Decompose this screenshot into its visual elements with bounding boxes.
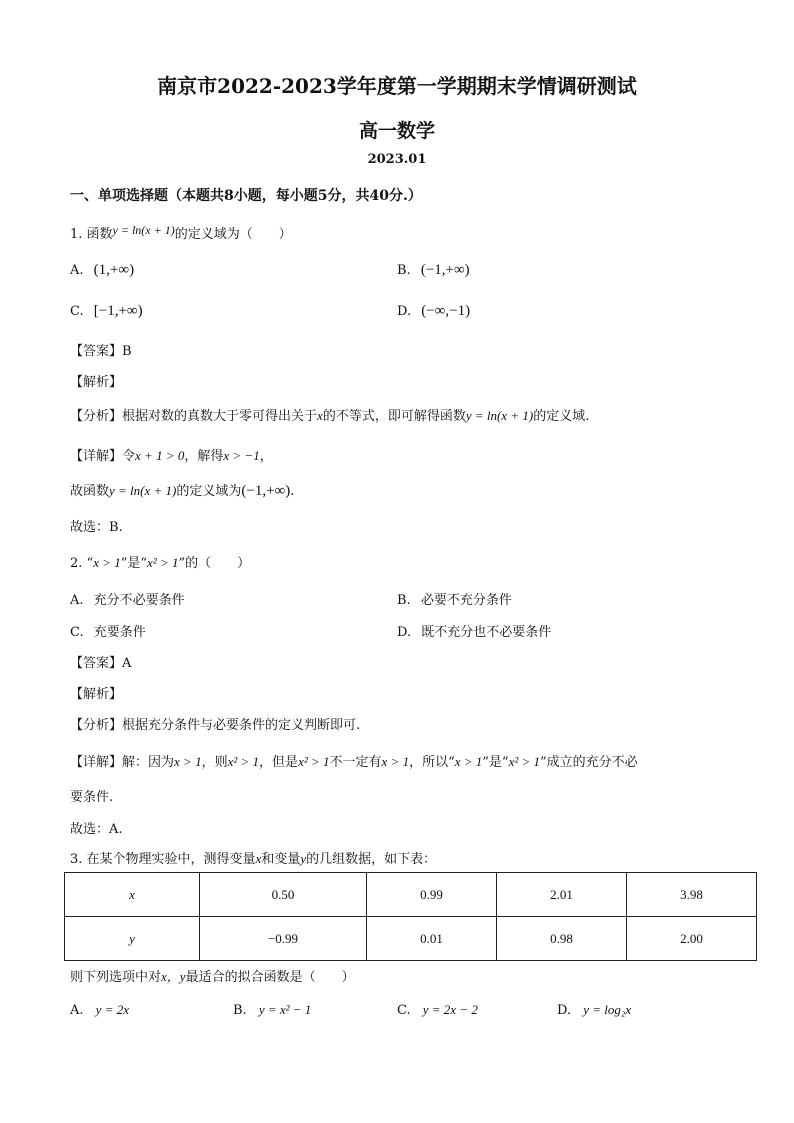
q2-option-c [70, 621, 146, 640]
q1-option-d-label: D. [397, 304, 412, 319]
q2-option-a-label: A. [70, 593, 84, 608]
q1-fenxi [70, 405, 589, 424]
q1-option-a [70, 262, 134, 279]
q1-conclusion-formula: y = ln(x + 1) [109, 483, 177, 498]
q1-xiangjie-formula-1: x + 1 > 0 [135, 448, 185, 463]
q2-stem-3: ”的（ ） [178, 556, 251, 571]
section-heading: 一、单项选择题（本题共8小题，每小题5分，共40分.） [70, 188, 422, 204]
q2-option-a-text: 充分不必要条件 [93, 593, 185, 608]
q2-answer: 【答案】A [70, 656, 132, 671]
q1-fenxi-formula: y = ln(x + 1) [465, 408, 534, 423]
q3-option-a-text: y = 2x [95, 1002, 129, 1017]
q2-xl-t3: ，但是 [259, 755, 299, 770]
q1-fenxi-text-3: 的定义域. [533, 409, 590, 424]
q2-xl-f6: x² > 1 [508, 754, 541, 769]
q2-option-d [397, 621, 551, 640]
q3-data-table [64, 872, 757, 961]
q2-analysis-tag: 【解析】 [70, 687, 123, 702]
q1-conclusion-2: 的定义域为 [176, 484, 242, 499]
q1-option-b [397, 262, 470, 279]
q1-conclusion-3: . [290, 484, 295, 499]
exam-title: 南京市2022-2023学年度第一学期期末学情调研测试 [157, 74, 637, 98]
table-header-y: y [65, 917, 200, 961]
q2-stem-1: 2. “ [70, 556, 94, 571]
q1-choose: 故选：B. [70, 520, 123, 535]
q3-ask-vars: x，y [161, 969, 186, 984]
q2-xl-line1: 解：因为 [122, 755, 175, 770]
q3-stem-2: 和变量 [261, 852, 301, 867]
q2-xl-f5: x > 1 [454, 754, 483, 769]
q1-option-d [397, 303, 470, 320]
q1-stem [70, 223, 292, 242]
q3-stem [70, 848, 436, 867]
q2-option-b-text: 必要不充分条件 [420, 593, 512, 608]
q1-option-d-text: (−∞,−1) [421, 303, 471, 319]
q3-stem-3: 的几组数据，如下表： [306, 852, 437, 867]
table-cell: 0.99 [367, 873, 497, 917]
table-row [65, 873, 757, 917]
q2-choose: 故选：A. [70, 822, 123, 837]
table-cell: 0.50 [200, 873, 367, 917]
q3-option-d [557, 1002, 631, 1018]
q2-xiangjie-line2: 要条件. [70, 790, 114, 805]
q1-option-b-label: B. [397, 263, 411, 278]
q2-xl-t4: 不一定有 [329, 755, 382, 770]
q1-option-b-text: (−1,+∞) [420, 262, 470, 278]
q2-option-c-text: 充要条件 [93, 625, 146, 640]
q3-option-c [397, 1002, 478, 1018]
q2-xl-f3: x² > 1 [298, 754, 330, 769]
q1-option-c-text: [−1,+∞) [93, 303, 143, 319]
q3-option-d-text: y = log₂x [583, 1002, 632, 1017]
table-row [65, 917, 757, 961]
table-cell: 0.01 [367, 917, 497, 961]
q3-option-b-label: B. [233, 1003, 247, 1018]
exam-date: 2023.01 [367, 152, 427, 167]
q1-option-c-label: C. [70, 304, 84, 319]
q3-option-b-text: y = x² − 1 [258, 1002, 312, 1017]
q2-xl-t2: ，则 [201, 755, 228, 770]
q1-stem-formula: y = ln(x + 1) [112, 223, 175, 237]
q3-var-x: x [255, 851, 262, 866]
q3-ask [70, 966, 355, 985]
q2-xl-f1: x > 1 [174, 754, 202, 769]
q2-option-a [70, 589, 185, 608]
q3-option-a-label: A. [70, 1003, 84, 1018]
q3-option-b [233, 1002, 311, 1018]
q1-xiangjie-text-1: 令 [122, 449, 136, 464]
table-cell: 3.98 [626, 873, 756, 917]
q2-xl-t6: ”是“ [482, 755, 509, 770]
table-cell: −0.99 [200, 917, 367, 961]
q2-xiangjie-tag: 【详解】 [70, 755, 123, 770]
q3-ask-2: 最适合的拟合函数是（ ） [185, 970, 355, 985]
q1-fenxi-var: x [317, 408, 323, 423]
table-cell: 2.01 [497, 873, 627, 917]
q1-stem-prefix: 1. 函数 [70, 227, 113, 242]
q1-xiangjie-tag: 【详解】 [70, 449, 123, 464]
q2-xl-f4: x > 1 [381, 754, 410, 769]
q1-option-c [70, 303, 143, 320]
q3-option-d-label: D. [557, 1003, 572, 1018]
q1-fenxi-text-1: 根据对数的真数大于零可得出关于 [122, 409, 318, 424]
q1-xiangjie-text-2: ，解得 [184, 449, 224, 464]
table-cell: 2.00 [626, 917, 756, 961]
q2-stem [70, 552, 250, 571]
table-header-x: x [65, 873, 200, 917]
q1-xiangjie-formula-2: x > −1 [223, 448, 260, 463]
q1-fenxi-text-2: 的不等式，即可解得函数 [322, 409, 466, 424]
q2-stem-f2: x² > 1 [147, 555, 179, 570]
q2-option-b [397, 589, 512, 608]
q3-option-c-label: C. [397, 1003, 411, 1018]
q1-stem-suffix: 的定义域为（ ） [174, 227, 292, 242]
q2-option-d-label: D. [397, 625, 412, 640]
q1-xiangjie-text-3: ， [259, 449, 273, 464]
q1-analysis-tag: 【解析】 [70, 375, 123, 390]
table-cell: 0.98 [497, 917, 627, 961]
q1-xiangjie [70, 445, 273, 464]
q1-answer: 【答案】B [70, 344, 132, 359]
q1-fenxi-tag: 【分析】 [70, 409, 123, 424]
q2-xl-t5: ，所以“ [409, 755, 455, 770]
q2-fenxi: 【分析】根据充分条件与必要条件的定义判断即可. [70, 718, 361, 733]
q3-ask-1: 则下列选项中对 [70, 970, 162, 985]
q3-option-a [70, 1002, 129, 1018]
q2-xl-f2: x² > 1 [227, 754, 260, 769]
q3-var-y: y [300, 851, 307, 866]
q2-xiangjie [70, 751, 638, 770]
q1-option-a-text: (1,+∞) [93, 262, 135, 278]
q1-conclusion-interval: (−1,+∞) [241, 483, 291, 499]
q1-conclusion [70, 480, 294, 500]
q1-conclusion-1: 故函数 [70, 484, 110, 499]
q2-option-c-label: C. [70, 625, 84, 640]
subject-title: 高一数学 [358, 120, 435, 142]
q2-stem-2: ”是“ [120, 556, 148, 571]
q2-option-b-label: B. [397, 593, 411, 608]
q2-stem-f1: x > 1 [93, 555, 121, 570]
q2-xl-t7: ”成立的充分不必 [540, 755, 638, 770]
q1-option-a-label: A. [70, 263, 84, 278]
q2-option-d-text: 既不充分也不必要条件 [421, 625, 552, 640]
q3-option-c-text: y = 2x − 2 [422, 1002, 478, 1017]
q3-stem-1: 3. 在某个物理实验中，测得变量 [70, 852, 256, 867]
